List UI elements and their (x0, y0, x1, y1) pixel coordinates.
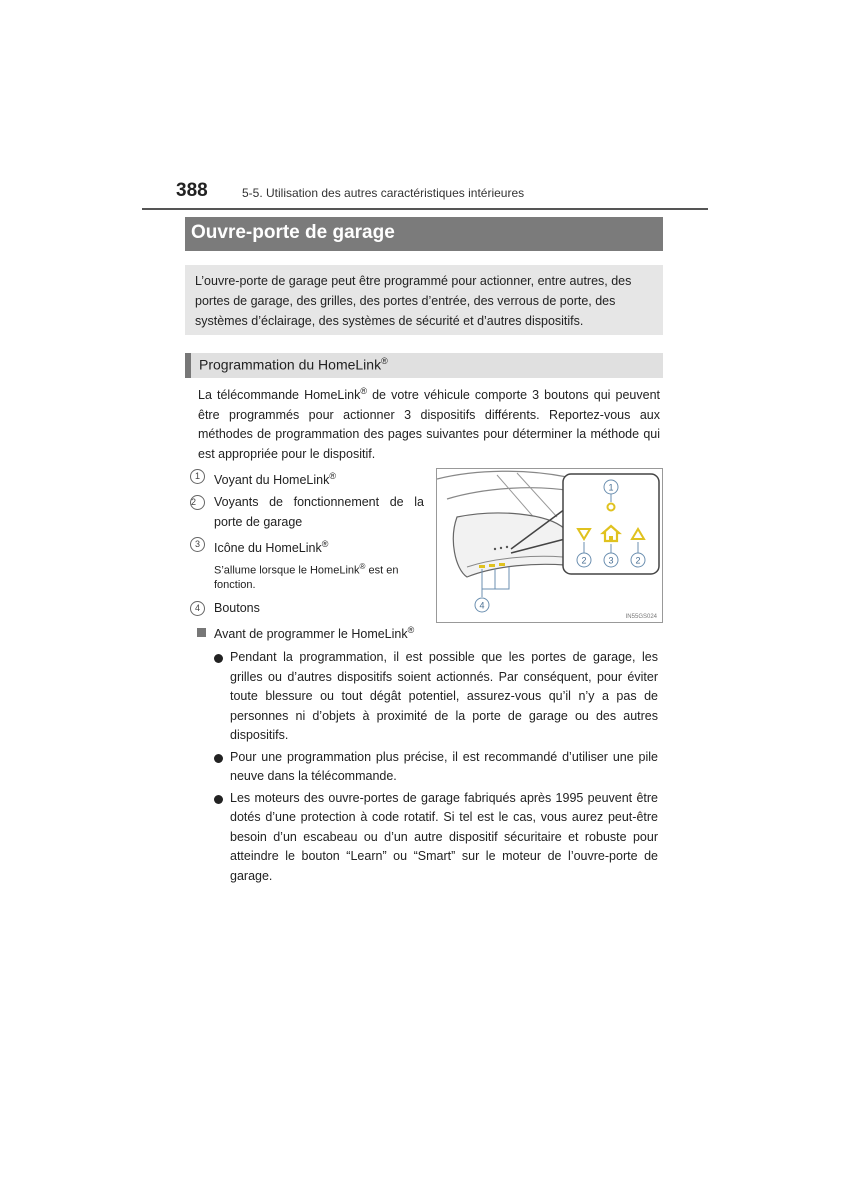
illustration-label-2: 2 (581, 555, 587, 566)
number-circle-icon: 1 (190, 469, 205, 484)
illustration-label-3: 3 (608, 555, 614, 566)
illustration-label-4: 4 (479, 600, 485, 611)
callout-label: Boutons (214, 600, 260, 615)
subsection-title (185, 353, 663, 378)
callout-item (190, 492, 424, 532)
number-circle-icon: 4 (190, 601, 205, 616)
callout-item (190, 466, 426, 490)
registered-mark: ® (329, 471, 336, 481)
list-item (214, 789, 658, 887)
precaution-heading-text: Avant de programmer le HomeLink (214, 627, 408, 642)
intro-box: L’ouvre-porte de garage peut être programmé pour actionner, entre autres, des portes de garage, des grilles, des portes d’entrée, des verrous de porte, des systèmes d’éclairage, des systèmes de sécurité et d’autres dispositifs. (185, 265, 663, 335)
list-item (214, 748, 658, 787)
callout-note (214, 560, 426, 592)
callout-item (190, 598, 426, 618)
list-item (214, 648, 658, 746)
homelink-indicator-icon (608, 504, 615, 511)
subsection-body (198, 382, 660, 464)
body-text-part1: La télécommande HomeLink (198, 388, 361, 403)
rearview-mirror-drawing (437, 469, 662, 622)
registered-mark: ® (360, 386, 367, 396)
bullet-icon (214, 654, 223, 663)
bullet-icon (214, 795, 223, 804)
registered-mark: ® (407, 625, 415, 635)
subsection-title-text: Programmation du HomeLink (199, 356, 382, 373)
callout-note-part2: est en fonction. (214, 564, 399, 591)
list-item-text: Les moteurs des ouvre-portes de garage fabriqués après 1995 peuvent être dotés d’une protection à code rotatif. Si tel est le cas, vous aurez peut-être besoin d’un escabeau ou d’un autre dispositif sécuritaire et robuste pour atteindre le bouton “Learn” ou “Smart” sur le moteur de l’ouvre-porte de garage. (230, 790, 658, 883)
illustration-label-2b: 2 (635, 555, 641, 566)
homelink-illustration (436, 468, 663, 623)
list-item-text: Pendant la programmation, il est possible que les portes de garage, les grilles ou d’autres dispositifs soient actionnés. Par conséquent, pour éviter toute blessure ou tout dégât potentiel, assurez-vous qu’il n’y a pas de personnes ni d’objets à proximité de la porte de garage ou des autres dispositifs. (230, 650, 658, 742)
page-number: 388 (176, 180, 208, 201)
illustration-label-1: 1 (608, 482, 614, 493)
number-circle-icon: 2 (190, 495, 205, 510)
registered-mark: ® (359, 562, 366, 572)
list-item-text: Pour une programmation plus précise, il est recommandé d’utiliser une pile neuve dans la télécommande. (230, 749, 658, 783)
registered-mark: ® (381, 356, 388, 366)
section-title: Ouvre-porte de garage (185, 217, 663, 251)
illustration-code: IN55GS024 (625, 614, 657, 620)
precaution-heading (197, 625, 414, 641)
page-header (142, 180, 708, 210)
bullet-icon (214, 754, 223, 763)
precaution-list (214, 648, 658, 888)
callout-label: Voyant du HomeLink (214, 473, 330, 488)
callout-label: Voyants de fonctionnement de la porte de garage (214, 495, 424, 530)
callout-note-part1: S’allume lorsque le HomeLink (214, 564, 360, 577)
number-circle-icon: 3 (190, 537, 205, 552)
body-text-part2: de votre véhicule comporte 3 boutons qui peuvent être programmés pour actionner 3 dispositifs différents. Reportez-vous aux méthodes de programmation des pages suivantes pour déterminer la méthode qui est appropriée pour le dispositif. (198, 388, 660, 461)
callout-item (190, 534, 426, 558)
square-bullet-icon (197, 628, 206, 637)
callout-list (190, 466, 426, 620)
registered-mark: ® (321, 539, 329, 550)
callout-label: Icône du HomeLink (214, 541, 322, 556)
chapter-title: 5-5. Utilisation des autres caractéristiques intérieures (242, 186, 525, 200)
